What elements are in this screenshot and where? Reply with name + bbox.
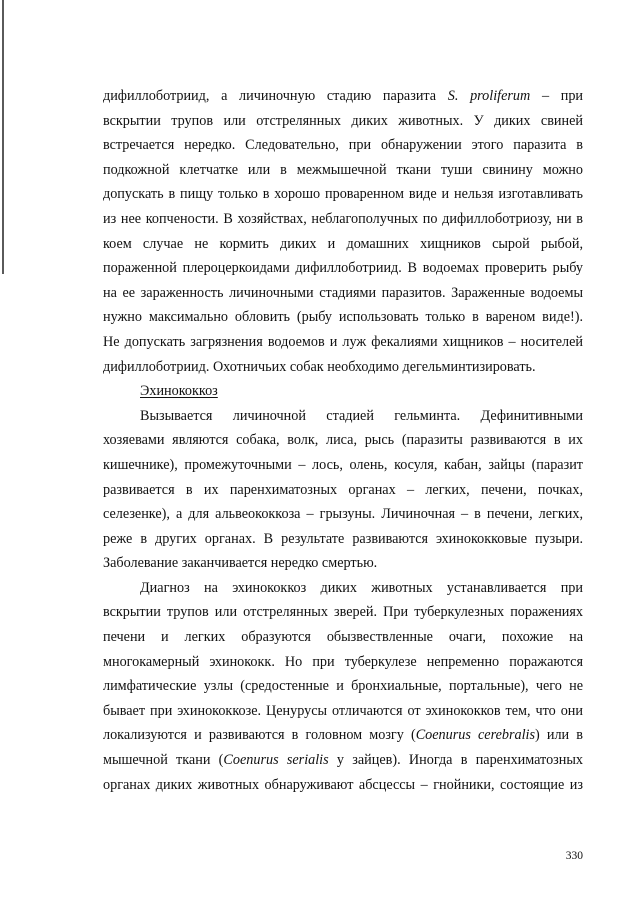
text-segment: – при — [530, 88, 584, 104]
text-segment: мышечной ткани ( — [103, 752, 224, 769]
text-line: коем случае не кормить диких и домашних хищников сырой рыбой, — [103, 235, 583, 252]
paragraph — [103, 84, 583, 379]
text-line: лимфатические узлы (средостенные и бронхиальные, портальные), чего не — [103, 678, 583, 695]
text-line: Не допускать загрязнения водоемов и луж фекалиями хищников – носителей — [103, 333, 583, 350]
paragraph — [103, 576, 583, 797]
scan-edge-line — [2, 0, 4, 274]
text-line: селезенке), а для альвеококкоза – грызуны. Личиночная – в печени, легких, — [103, 506, 583, 523]
text-line: развивается в их паренхиматозных органах – легких, печени, почках, — [103, 481, 583, 498]
body-text — [103, 84, 583, 797]
text-line: подкожной клетчатке или в межмышечной ткани туши свинину можно — [103, 161, 583, 178]
text-line: Заболевание заканчивается нередко смертью. — [103, 555, 378, 572]
text-line: встречается нередко. Следовательно, при обнаружении этого паразита в — [103, 137, 583, 154]
text-line: печени и легких образуются обызвествленные очаги, похожие на — [103, 629, 583, 646]
text-line: реже в других органах. В результате развиваются эхинококковые пузыри. — [103, 530, 583, 547]
text-line: нужно максимально обловить (рыбу использовать только в вареном виде!). — [103, 309, 583, 326]
text-segment: дифиллоботриид, а личиночную стадию паразита — [103, 88, 448, 104]
text-segment: ) или в — [535, 727, 583, 744]
text-segment: у зайцев). Иногда в паренхиматозных — [328, 752, 583, 769]
text-line — [103, 84, 583, 109]
paragraph — [103, 404, 583, 576]
text-line: хозяевами являются собака, волк, лиса, рысь (паразиты развиваются в их — [103, 432, 583, 449]
text-line: допускать в пищу только в хорошо проваренном виде и нельзя изготавливать — [103, 186, 583, 203]
section-heading-line — [103, 379, 583, 404]
text-segment: локализуются и развиваются в головном мозгу ( — [103, 727, 416, 744]
text-line: на ее зараженность личиночными стадиями паразитов. Зараженные водоемы — [103, 284, 583, 301]
text-line: кишечнике), промежуточными – лось, олень, косуля, кабан, зайцы (паразит — [103, 456, 583, 473]
page-number: 330 — [565, 850, 583, 862]
text-line: вскрытии трупов или отстрелянных зверей. При туберкулезных поражениях — [103, 604, 583, 621]
text-line: из нее копчености. В хозяйствах, неблагополучных по дифиллоботриозу, ни в — [103, 210, 583, 227]
text-line: Диагноз на эхинококкоз диких животных устанавливается при — [140, 579, 583, 596]
latin-species-name: Coenurus cerebralis — [415, 727, 536, 744]
section-heading: Эхинококкоз — [140, 383, 218, 400]
text-line: Вызывается личиночной стадией гельминта. Дефинитивными — [140, 407, 583, 424]
text-line: бывает при эхинококкозе. Ценурусы отличаются от эхинококков тем, что они — [103, 702, 583, 719]
text-line: многокамерный эхинококк. Но при туберкулезе непременно поражаются — [103, 653, 583, 670]
text-line: вскрытии трупов или отстрелянных диких животных. У диких свиней — [103, 112, 583, 129]
text-line — [103, 723, 583, 748]
text-line: дифиллоботриид. Охотничьих собак необходимо дегельминтизировать. — [103, 358, 536, 375]
latin-species-name: Coenurus serialis — [223, 752, 329, 769]
text-line: органах диких животных обнаруживают абсцессы – гнойники, состоящие из — [103, 776, 583, 793]
latin-species-name: S. proliferum — [447, 88, 531, 104]
text-line — [103, 748, 583, 773]
text-line: пораженной плероцеркоидами дифиллоботриид. В водоемах проверить рыбу — [103, 260, 583, 277]
